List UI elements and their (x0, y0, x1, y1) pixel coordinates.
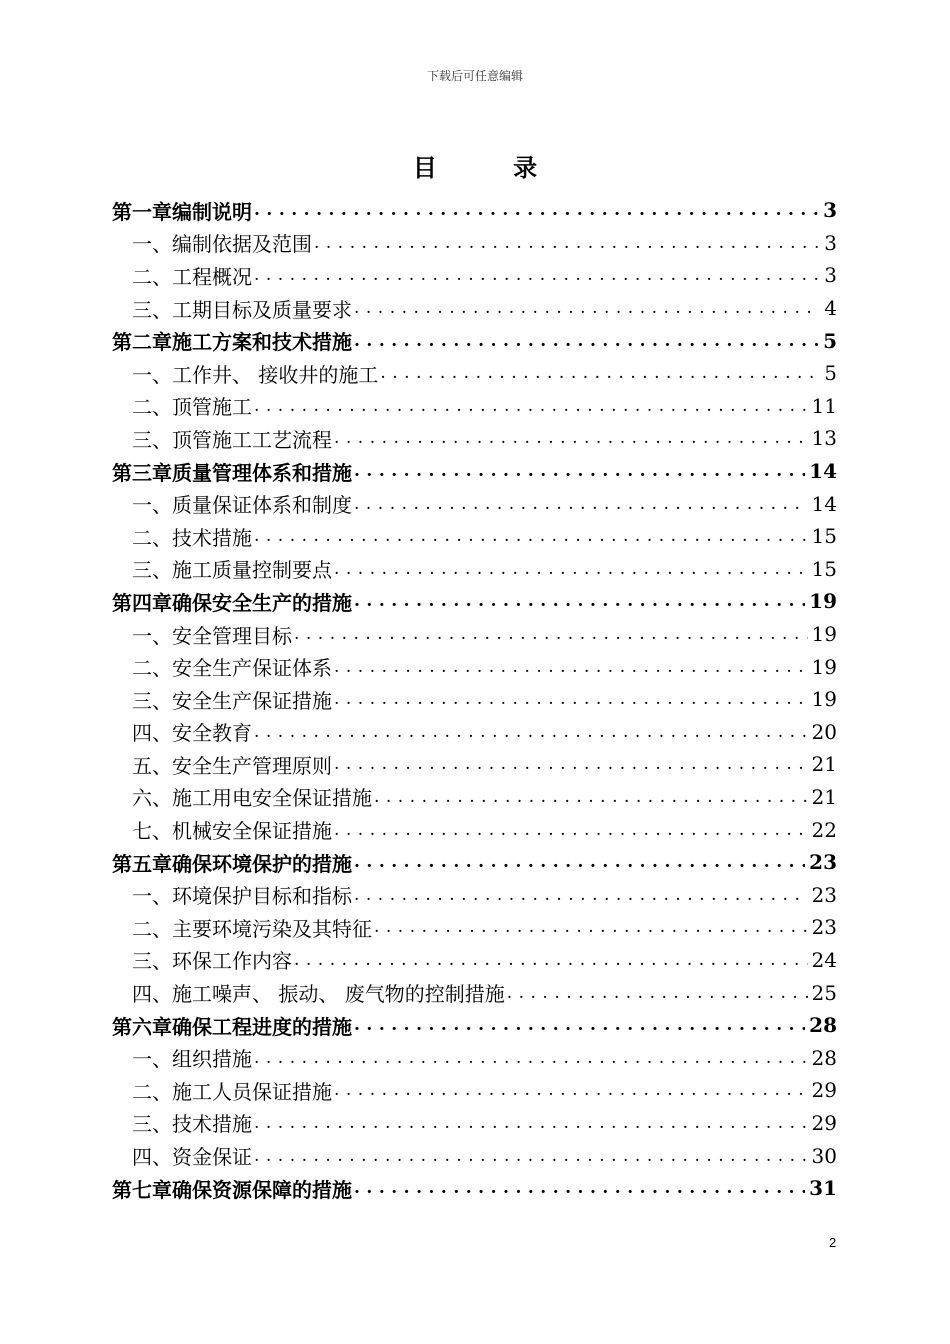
toc-entry-label: 安全教育 (172, 721, 252, 746)
toc-entry-number: 第七章 (112, 1177, 172, 1202)
toc-entry-number: 二、 (132, 1079, 172, 1104)
toc-dot-leader (254, 722, 808, 742)
toc-dot-leader (380, 363, 820, 383)
toc-section-entry[interactable] (112, 781, 837, 814)
toc-entry-label: 组织措施 (172, 1047, 252, 1072)
toc-entry-label: 确保安全生产的措施 (172, 590, 352, 615)
toc-dot-leader (254, 1048, 808, 1068)
toc-section-entry[interactable] (112, 520, 837, 553)
toc-entry-number: 三、 (132, 558, 172, 583)
toc-entry-label: 确保资源保障的措施 (172, 1177, 352, 1202)
toc-entry-page: 28 (809, 1013, 837, 1038)
page-title: 目 录 (412, 153, 572, 182)
table-of-contents (112, 194, 837, 1204)
toc-entry-page: 14 (811, 491, 837, 516)
toc-entry-number: 四、 (132, 982, 172, 1007)
toc-dot-leader (354, 461, 805, 481)
toc-chapter-entry[interactable] (112, 1009, 837, 1042)
toc-entry-number: 第六章 (112, 1014, 172, 1039)
toc-dot-leader (254, 1113, 808, 1133)
toc-dot-leader (334, 754, 808, 774)
toc-entry-number: 三、 (132, 949, 172, 974)
toc-entry-page: 4 (824, 296, 837, 321)
toc-entry-label: 编制依据及范围 (172, 232, 312, 257)
toc-entry-number: 一、 (132, 623, 172, 648)
toc-chapter-entry[interactable] (112, 585, 837, 618)
toc-section-entry[interactable] (112, 1041, 837, 1074)
toc-entry-number: 三、 (132, 427, 172, 452)
toc-section-entry[interactable] (112, 683, 837, 716)
toc-entry-page: 24 (811, 947, 837, 972)
toc-section-entry[interactable] (112, 716, 837, 749)
toc-dot-leader (254, 526, 808, 546)
toc-entry-number: 第五章 (112, 851, 172, 876)
toc-entry-page: 30 (811, 1143, 837, 1168)
toc-entry-label: 施工用电安全保证措施 (172, 786, 372, 811)
toc-entry-label: 主要环境污染及其特征 (172, 916, 372, 941)
toc-entry-page: 3 (824, 230, 837, 255)
toc-entry-page: 5 (824, 361, 837, 386)
toc-entry-number: 一、 (132, 232, 172, 257)
toc-section-entry[interactable] (112, 1107, 837, 1140)
toc-dot-leader (334, 559, 808, 579)
toc-dot-leader (254, 265, 820, 285)
toc-dot-leader (507, 983, 808, 1003)
toc-entry-page: 22 (811, 817, 837, 842)
toc-entry-page: 20 (811, 719, 837, 744)
toc-entry-page: 21 (811, 752, 837, 777)
toc-entry-number: 二、 (132, 525, 172, 550)
toc-entry-label: 安全管理目标 (172, 623, 292, 648)
toc-entry-label: 顶管施工 (172, 395, 252, 420)
toc-section-entry[interactable] (112, 357, 837, 390)
toc-entry-label: 资金保证 (172, 1145, 252, 1170)
toc-entry-label: 施工噪声、 振动、 废气物的控制措施 (172, 982, 505, 1007)
toc-section-entry[interactable] (112, 911, 837, 944)
toc-entry-page: 29 (811, 1110, 837, 1135)
toc-entry-page: 21 (811, 784, 837, 809)
toc-entry-label: 工期目标及质量要求 (172, 297, 352, 322)
toc-chapter-entry[interactable] (112, 194, 837, 227)
toc-dot-leader (334, 689, 808, 709)
toc-section-entry[interactable] (112, 618, 837, 651)
toc-section-entry[interactable] (112, 1139, 837, 1172)
toc-entry-page: 11 (811, 393, 837, 418)
toc-entry-label: 技术措施 (172, 525, 252, 550)
toc-section-entry[interactable] (112, 553, 837, 586)
toc-entry-page: 23 (811, 915, 837, 940)
toc-dot-leader (294, 624, 808, 644)
toc-dot-leader (254, 396, 808, 416)
toc-entry-label: 质量保证体系和制度 (172, 493, 352, 518)
toc-entry-label: 工作井、 接收井的施工 (172, 362, 379, 387)
toc-dot-leader (354, 494, 808, 514)
toc-dot-leader (294, 950, 808, 970)
toc-entry-label: 技术措施 (172, 1112, 252, 1137)
toc-entry-number: 一、 (132, 1047, 172, 1072)
page-number: 2 (829, 1235, 837, 1250)
toc-chapter-entry[interactable] (112, 455, 837, 488)
toc-entry-page: 13 (811, 426, 837, 451)
toc-dot-leader (374, 787, 808, 807)
toc-entry-number: 第四章 (112, 590, 172, 615)
toc-section-entry[interactable] (112, 748, 837, 781)
toc-dot-leader (354, 331, 819, 351)
toc-entry-label: 环境保护目标和指标 (172, 884, 352, 909)
toc-dot-leader (354, 885, 808, 905)
toc-entry-number: 二、 (132, 264, 172, 289)
toc-entry-number: 三、 (132, 688, 172, 713)
toc-entry-page: 19 (809, 589, 837, 614)
toc-entry-page: 14 (809, 459, 837, 484)
toc-entry-label: 环保工作内容 (172, 949, 292, 974)
toc-entry-page: 15 (811, 524, 837, 549)
toc-chapter-entry[interactable] (112, 846, 837, 879)
toc-section-entry[interactable] (112, 259, 837, 292)
toc-entry-number: 三、 (132, 297, 172, 322)
toc-entry-number: 六、 (132, 786, 172, 811)
toc-entry-number: 四、 (132, 721, 172, 746)
toc-entry-number: 二、 (132, 395, 172, 420)
toc-section-entry[interactable] (112, 650, 837, 683)
toc-dot-leader (354, 591, 805, 611)
toc-entry-label: 施工质量控制要点 (172, 558, 332, 583)
toc-entry-number: 四、 (132, 1145, 172, 1170)
toc-entry-number: 二、 (132, 916, 172, 941)
toc-section-entry[interactable] (112, 422, 837, 455)
toc-entry-label: 安全生产保证体系 (172, 656, 332, 681)
toc-entry-label: 确保工程进度的措施 (172, 1014, 352, 1039)
toc-entry-page: 31 (809, 1176, 837, 1201)
toc-dot-leader (374, 917, 808, 937)
toc-entry-label: 机械安全保证措施 (172, 819, 332, 844)
toc-section-entry[interactable] (112, 487, 837, 520)
toc-dot-leader (334, 428, 808, 448)
toc-entry-label: 安全生产保证措施 (172, 688, 332, 713)
toc-dot-leader (254, 200, 819, 220)
toc-entry-page: 23 (809, 850, 837, 875)
toc-entry-page: 23 (811, 882, 837, 907)
toc-dot-leader (334, 820, 808, 840)
toc-entry-number: 五、 (132, 753, 172, 778)
toc-entry-number: 三、 (132, 1112, 172, 1137)
toc-entry-page: 19 (811, 622, 837, 647)
page-header: 下载后可任意编辑 (426, 69, 523, 83)
toc-entry-number: 七、 (132, 819, 172, 844)
toc-dot-leader (354, 852, 805, 872)
toc-dot-leader (334, 657, 808, 677)
toc-entry-page: 5 (823, 328, 837, 353)
toc-section-entry[interactable] (112, 976, 837, 1009)
toc-dot-leader (254, 1146, 808, 1166)
toc-entry-number: 第二章 (112, 330, 172, 355)
toc-entry-label: 安全生产管理原则 (172, 753, 332, 778)
toc-entry-page: 3 (823, 198, 837, 223)
toc-entry-number: 一、 (132, 884, 172, 909)
toc-entry-label: 施工人员保证措施 (172, 1079, 332, 1104)
toc-entry-number: 第三章 (112, 460, 172, 485)
toc-chapter-entry[interactable] (112, 324, 837, 357)
toc-section-entry[interactable] (112, 878, 837, 911)
toc-entry-number: 二、 (132, 656, 172, 681)
toc-entry-label: 质量管理体系和措施 (172, 460, 352, 485)
toc-dot-leader (354, 1178, 805, 1198)
toc-entry-label: 顶管施工工艺流程 (172, 427, 332, 452)
toc-dot-leader (334, 1080, 808, 1100)
toc-dot-leader (354, 298, 820, 318)
toc-entry-number: 第一章 (112, 199, 172, 224)
toc-entry-label: 编制说明 (172, 199, 252, 224)
toc-entry-number: 一、 (132, 493, 172, 518)
toc-entry-label: 工程概况 (172, 264, 252, 289)
toc-entry-page: 3 (824, 263, 837, 288)
toc-entry-page: 29 (811, 1078, 837, 1103)
toc-entry-page: 25 (811, 980, 837, 1005)
toc-entry-page: 19 (811, 654, 837, 679)
toc-entry-label: 施工方案和技术措施 (172, 330, 352, 355)
toc-dot-leader (314, 233, 820, 253)
toc-section-entry[interactable] (112, 813, 837, 846)
toc-entry-number: 一、 (132, 362, 172, 387)
toc-section-entry[interactable] (112, 390, 837, 423)
toc-entry-page: 19 (811, 687, 837, 712)
toc-section-entry[interactable] (112, 944, 837, 977)
toc-section-entry[interactable] (112, 1074, 837, 1107)
toc-section-entry[interactable] (112, 227, 837, 260)
toc-dot-leader (354, 1015, 805, 1035)
toc-section-entry[interactable] (112, 292, 837, 325)
toc-entry-page: 15 (811, 556, 837, 581)
toc-chapter-entry[interactable] (112, 1172, 837, 1205)
toc-entry-label: 确保环境保护的措施 (172, 851, 352, 876)
toc-entry-page: 28 (811, 1045, 837, 1070)
